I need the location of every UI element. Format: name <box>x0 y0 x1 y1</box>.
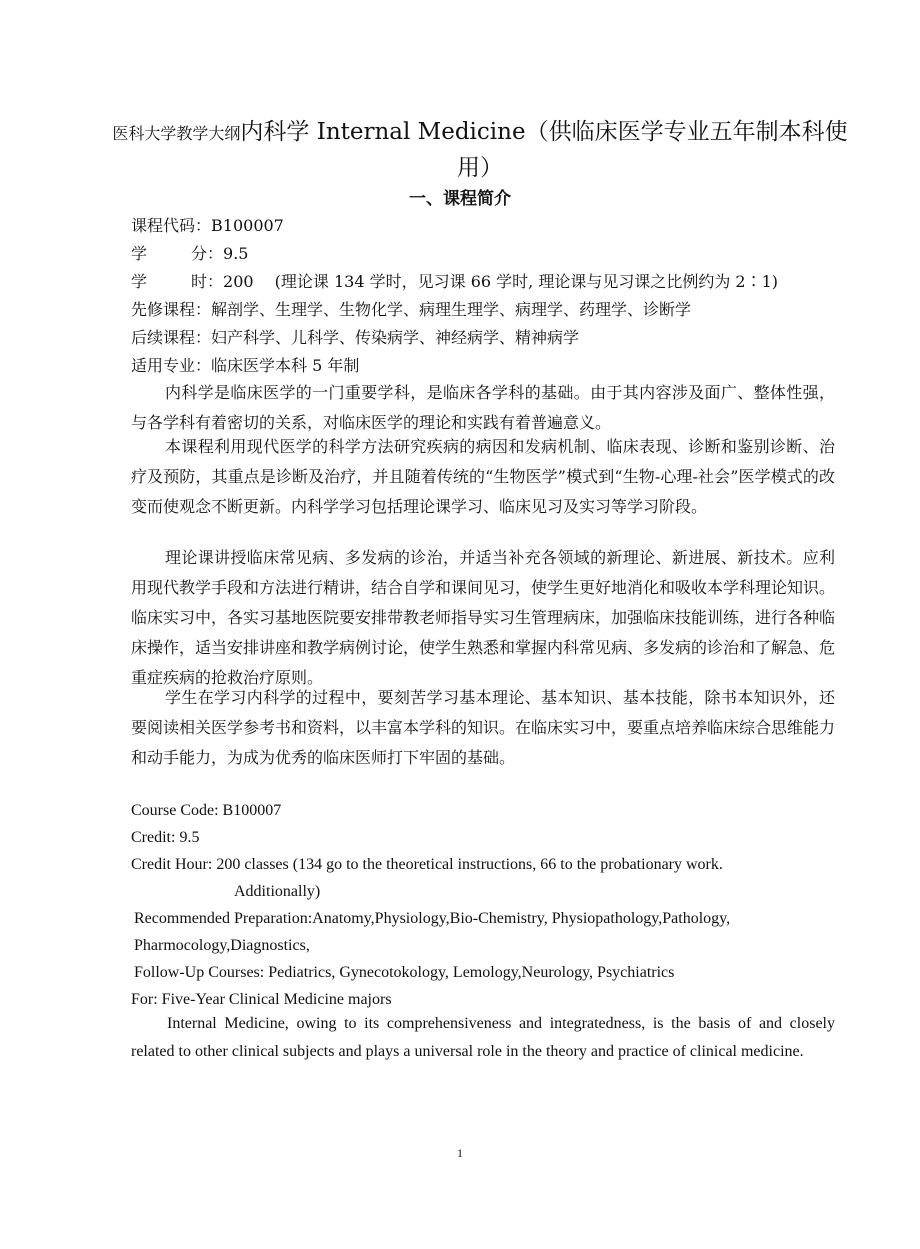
course-info-en <box>131 797 835 1013</box>
prereq-line <box>131 296 835 324</box>
course-code-label: 课程代码： <box>131 216 212 235</box>
prereq-label: 先修课程： <box>131 300 212 319</box>
title-main: 内科学 Internal Medicine（供临床医学专业五年制本科使 <box>240 119 848 145</box>
paragraph-en-1: Internal Medicine, owing to its comprehensiveness and integratedness, is the basis of and closely related to other clinical subjects and plays a universal role in the theory and practice of clinical medicine. <box>131 1015 835 1060</box>
title-prefix: 医科大学教学大纲 <box>112 124 241 143</box>
credit-line <box>131 240 835 268</box>
major-label: 适用专业： <box>131 356 212 375</box>
course-code-value: B100007 <box>211 216 284 235</box>
page-number: 1 <box>457 1146 463 1160</box>
followup-line <box>131 324 835 352</box>
paragraph-zh-1: 内科学是临床医学的一门重要学科，是临床各学科的基础。由于其内容涉及面广、整体性强，与各学科有着密切的关系，对临床医学的理论和实践有着普遍意义。 <box>131 383 835 432</box>
paragraph-zh-4: 学生在学习内科学的过程中，要刻苦学习基本理论、基本知识、基本技能，除书本知识外，还要阅读相关医学参考书和资料，以丰富本学科的知识。在临床实习中，要重点培养临床综合思维能力和动手能力，为成为优秀的临床医师打下牢固的基础。 <box>131 688 836 767</box>
for-en: For: Five-Year Clinical Medicine majors <box>131 991 392 1008</box>
title-line2: 用） <box>457 155 503 181</box>
credit-hour-en-cont: Additionally) <box>234 883 321 900</box>
section-heading: 一、课程简介 <box>409 189 511 209</box>
document-title <box>110 115 850 187</box>
hours-value: 200 (理论课 134 学时，见习课 66 学时, 理论课与见习课之比例约为 2∶1) <box>223 272 779 291</box>
credit-label-b: 分： <box>191 244 224 263</box>
major-value: 临床医学本科 5 年制 <box>211 356 360 375</box>
prereq-value: 解剖学、生理学、生物化学、病理生理学、病理学、药理学、诊断学 <box>211 300 692 319</box>
followup-label: 后续课程： <box>131 328 212 347</box>
hours-label-a: 学 <box>131 272 148 291</box>
course-info-zh <box>131 212 835 380</box>
followup-value: 妇产科学、儿科学、传染病学、神经病学、精神病学 <box>211 328 580 347</box>
hours-line <box>131 268 835 296</box>
hours-label-b: 时： <box>191 272 224 291</box>
credit-en: Credit: 9.5 <box>131 829 200 846</box>
credit-label-a: 学 <box>131 244 148 263</box>
recommended-en: Recommended Preparation:Anatomy,Physiology,Bio-Chemistry, Physiopathology,Pathology, <box>134 910 731 927</box>
credit-hour-en: Credit Hour: 200 classes (134 go to the theoretical instructions, 66 to the probationary work. <box>131 856 723 873</box>
major-line <box>131 352 835 380</box>
course-code-line <box>131 212 835 240</box>
paragraph-zh-3: 理论课讲授临床常见病、多发病的诊治，并适当补充各领域的新理论、新进展、新技术。应利用现代教学手段和方法进行精讲，结合自学和课间见习，使学生更好地消化和吸收本学科理论知识。临床实习中，各实习基地医院要安排带教老师指导实习生管理病床，加强临床技能训练，进行各种临床操作，适当安排讲座和教学病例讨论，使学生熟悉和掌握内科常见病、多发病的诊治和了解急、危重症疾病的抢救治疗原则。 <box>131 548 836 687</box>
course-code-en: Course Code: B100007 <box>131 802 282 819</box>
recommended-en-cont: Pharmocology,Diagnostics, <box>134 937 310 954</box>
credit-value: 9.5 <box>223 244 249 263</box>
paragraph-zh-2: 本课程利用现代医学的科学方法研究疾病的病因和发病机制、临床表现、诊断和鉴别诊断、治疗及预防，其重点是诊断及治疗，并且随着传统的“生物医学”模式到“生物-心理-社会”医学模式的改变而使观念不断更新。内科学学习包括理论课学习、临床见习及实习等学习阶段。 <box>131 437 835 516</box>
followup-en: Follow-Up Courses: Pediatrics, Gynecotokology, Lemology,Neurology, Psychiatrics <box>134 964 675 981</box>
